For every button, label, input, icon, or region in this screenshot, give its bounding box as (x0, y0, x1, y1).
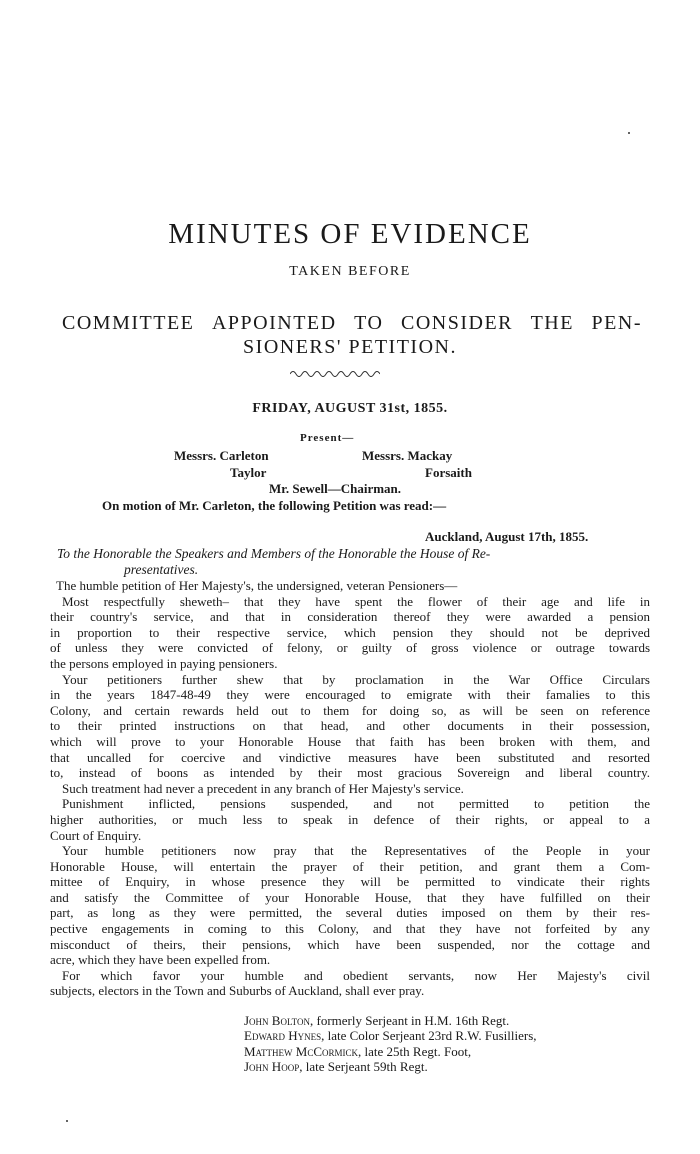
petition-line: which will prove to your Honorable House that faith has been broken with them, and (50, 733, 650, 749)
document-title: MINUTES OF EVIDENCE (168, 218, 532, 250)
heading-word: PEN- (591, 312, 642, 334)
petition-line: Most respectfully sheweth– that they have spent the flower of their age and life in (62, 593, 650, 609)
petition-line: The humble petition of Her Majesty's, the undersigned, veteran Pensioners— (56, 578, 458, 593)
speck-mark (66, 1120, 68, 1122)
petition-dateline: Auckland, August 17th, 1855. (425, 529, 589, 544)
motion-line: On motion of Mr. Carleton, the following Petition was read:— (102, 498, 447, 513)
petition-line: higher authorities, or much less to speak in defence of their rights, or appeal to a (50, 811, 650, 827)
members-right-2: Forsaith (425, 465, 472, 480)
signatory-detail: , formerly Serjeant in H.M. 16th Regt. (309, 1013, 510, 1028)
petition-line: For which favor your humble and obedient servants, now Her Majesty's civil (62, 967, 650, 983)
petition-line: the persons employed in paying pensioners. (50, 655, 278, 671)
signatories-block (244, 1013, 537, 1075)
petition-line: Colony, and certain rewards held out to them for doing so, as will be seen on reference (50, 702, 650, 718)
petition-body (50, 578, 650, 999)
present-label: Present— (300, 432, 355, 444)
signatory-name: John Hoop (244, 1059, 300, 1075)
signatory-detail: , late 25th Regt. Foot, (358, 1043, 472, 1059)
committee-heading-line2: SIONERS' PETITION. (243, 336, 457, 358)
heading-word: TO (354, 312, 384, 334)
speck-mark (628, 132, 630, 134)
petition-address-line1: To the Honorable the Speakers and Members of the Honorable the House of Re- (57, 546, 491, 561)
petition-line: that uncalled for coercive and vindictive measures have been substituted and resorted (50, 749, 650, 765)
members-left-1: Messrs. Carleton (174, 448, 269, 463)
petition-line: Court of Enquiry. (50, 827, 142, 843)
signatory-line (244, 1013, 537, 1028)
signatory-detail: , late Serjeant 59th Regt. (299, 1059, 428, 1075)
petition-line: in proportion to their respective service, which pension they should not be deprived (50, 624, 650, 640)
petition-line: subjects, electors in the Town and Suburbs of Auckland, shall ever pray. (50, 983, 425, 999)
petition-line: to, instead of boons as intended by their most gracious Sovereign and liberal country. (50, 765, 650, 781)
petition-line: Honorable House, will entertain the prayer of their petition, and grant them a Com- (50, 858, 650, 874)
signatory-line (244, 1028, 537, 1043)
petition-line: mittee of Enquiry, in whose presence they will be permitted to vindicate their rights (50, 874, 650, 890)
signatory-name: Edward Hynes (244, 1028, 322, 1044)
heading-word: APPOINTED (211, 312, 337, 334)
signatory-line (244, 1044, 537, 1059)
petition-line: to their printed instructions on that head, and other documents in their possession, (50, 718, 650, 734)
petition-line: Such treatment had never a precedent in any branch of Her Majesty's service. (62, 780, 464, 796)
petition-address-line2: presentatives. (124, 562, 199, 577)
petition-line: Your humble petitioners now pray that the Representatives of the People in your (62, 843, 650, 859)
petition-line: their country's service, and that in consideration thereof they were awarded a pension (50, 609, 650, 625)
signatory-name: John Bolton (244, 1013, 310, 1028)
meeting-date: FRIDAY, AUGUST 31st, 1855. (252, 401, 448, 416)
document-subtitle: TAKEN BEFORE (289, 264, 411, 279)
heading-word: THE (530, 312, 574, 334)
wavy-rule-ornament (290, 368, 380, 380)
committee-heading-line1 (62, 312, 642, 335)
signatory-name: Matthew McCormick (244, 1043, 359, 1059)
petition-line: and satisfy the Committee of your Honorable House, that they have fulfilled on their (50, 889, 650, 905)
petition-line: pective engagements in coming to this Colony, and that they have not forfeited by any (50, 921, 650, 937)
signatory-line (244, 1059, 537, 1074)
petition-line: misconduct of theirs, their pensions, which have been suspended, nor the cottage and (50, 936, 650, 952)
petition-line: in the years 1847-48-49 they were encouraged to emigrate with their famalies to this (50, 687, 650, 703)
petition-line: part, as long as they were permitted, the several duties imposed on them by their res- (50, 905, 650, 921)
chairman-line: Mr. Sewell—Chairman. (269, 481, 402, 496)
petition-line: acre, which they have been expelled from. (50, 952, 271, 968)
heading-word: CONSIDER (401, 312, 514, 334)
petition-line: Your petitioners further shew that by proclamation in the War Office Circulars (62, 671, 650, 687)
heading-word: COMMITTEE (62, 312, 195, 334)
signatory-detail: , late Color Serjeant 23rd R.W. Fusilliers, (321, 1028, 537, 1044)
members-left-2: Taylor (230, 465, 267, 480)
members-right-1: Messrs. Mackay (362, 448, 453, 463)
petition-line: of unless they were convicted of felony, or guilty of gross violence or outrage towards (50, 640, 650, 656)
petition-line: Punishment inflicted, pensions suspended, and not permitted to petition the (62, 796, 650, 812)
